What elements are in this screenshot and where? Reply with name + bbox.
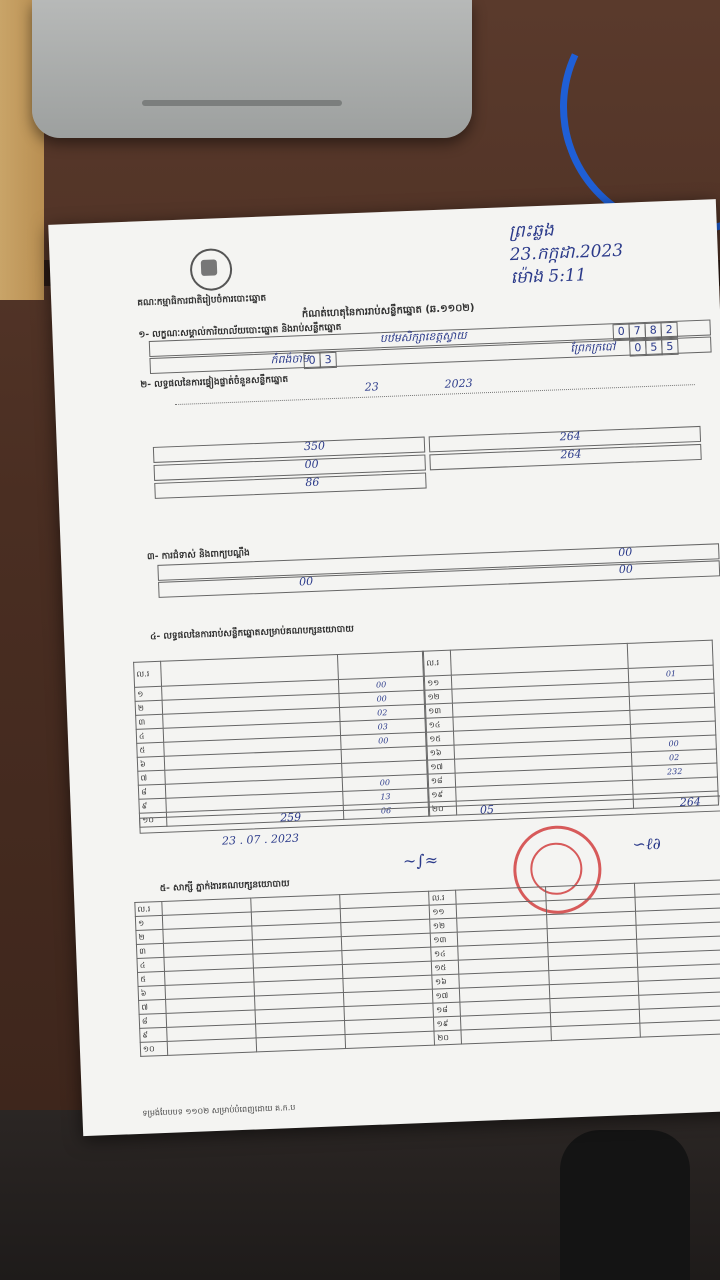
table-row: ១៦ 00 (427, 735, 716, 760)
table-row: ១ 00 (135, 676, 424, 701)
sign-date: 23 . 07 . 2023 (221, 831, 300, 848)
section-5-heading: ៥- សាក្សី ភ្នាក់ងារគណបក្សនយោបាយ (159, 879, 290, 895)
spoiled-count: 86 (305, 475, 320, 490)
table-row: ៤ ១៤ (137, 936, 720, 973)
party-left-5: 00 (341, 732, 426, 749)
station-code-1: 7 (628, 323, 646, 340)
station-name: បឋមសិក្សាខេត្តស្វាយ (379, 328, 467, 346)
note-line-1: ព្រះឆ្លង (508, 220, 555, 243)
station-code-2: 8 (644, 322, 662, 339)
grand-total: 264 (679, 795, 702, 809)
table-row: ២០ (429, 791, 718, 816)
table-row: ១៥ (427, 721, 716, 746)
party-right-16: 00 (631, 735, 716, 752)
commune-name: ព្រែកក្របៅ (570, 340, 616, 355)
party-table-right: ល.រ ១១ 01 ១២ ១៣ ១៤ ១៥ ១៦ 00 ១៧ 02 ១៨ 232 ១៩ ២០ (423, 640, 719, 817)
ballots-in-box-count: 264 (560, 447, 582, 462)
party-table-left: ល.រ ១ 00 ២ 00 ៣ 02 ៤ 03 ៥ 00 ៦ ៧ ៨ 00 ៩ 13 ១០ 06 (133, 651, 429, 828)
table-row: ១០ 06 (139, 802, 428, 827)
table-row: ៩ ១៩ (140, 1006, 720, 1043)
secretary-signature: ∽ℓ∂ (632, 833, 662, 854)
party-left-1: 00 (338, 676, 423, 693)
table-row: ៧ ១៧ (139, 978, 720, 1015)
district-code-1: 3 (319, 352, 337, 369)
note-line-2: 23.កក្កដា.2023 (509, 240, 624, 266)
year-written: 2023 (444, 376, 473, 391)
station-code-0: 0 (612, 324, 630, 341)
party-left-9: 13 (343, 788, 428, 805)
note-line-3: ម៉ោង 5:11 (510, 265, 587, 289)
table-row: ៥ 00 (137, 732, 426, 757)
valid-total: 259 (279, 810, 302, 825)
district-code-0: 0 (303, 352, 321, 369)
commune-code-0: 0 (629, 340, 647, 357)
day-written: 23 (364, 380, 379, 394)
table-row: ៩ 13 (139, 788, 428, 813)
grey-device (32, 0, 472, 138)
unused-count: 00 (304, 457, 319, 472)
device-slot (142, 100, 342, 106)
table-row: ១៩ (429, 777, 718, 802)
table-row: ៣ ១៣ (136, 922, 720, 959)
party-left-8: 00 (342, 774, 427, 791)
table-row: ១៧ 02 (428, 749, 717, 774)
party-left-4: 03 (340, 718, 425, 735)
table-row: ២ ១២ (136, 908, 720, 945)
party-right-18: 232 (632, 763, 717, 780)
table-row: ១៨ 232 (428, 763, 717, 788)
table-row: ១៤ (426, 707, 715, 732)
table-row: ១៣ (425, 693, 714, 718)
national-emblem-icon (189, 248, 233, 292)
objection-c-count: 00 (618, 562, 634, 577)
voters-count: 264 (559, 429, 581, 444)
witness-table: ល.រ ល.រ ១ ១១ ២ ១២ ៣ ១៣ ៤ ១៤ ៥ ១៥ ៦ ១៦ ៧ ១៧ ៨ ១៨ ៩ ១៩ ១០ ២០ (134, 879, 720, 1057)
party-right-17: 02 (631, 749, 716, 766)
table-row: ៨ 00 (138, 774, 427, 799)
table-row: ៨ ១៨ (139, 992, 720, 1029)
form-footer: ទម្រង់បែបបទ ១១០២ សម្រាប់បំពេញដោយ គ.ក.ប (142, 1102, 296, 1118)
table-row: ៦ ១៦ (138, 964, 720, 1001)
table-row: ៧ (138, 760, 427, 785)
chair-signature: ~∫≈ (402, 850, 439, 871)
table-row: ៥ ១៥ (138, 950, 720, 987)
section-1-heading: ១- លក្ខណៈសម្គាល់ការិយាល័យបោះឆ្នោត និងរាប់សន្លឹកឆ្នោត (138, 322, 342, 341)
district-name: កំពង់ចាម (270, 351, 310, 367)
party-left-10: 06 (343, 802, 428, 819)
form-title: កំណត់ហេតុនៃការរាប់សន្លឹកឆ្នោត (ឆ.១១០២) (301, 302, 475, 321)
commune-code-1: 5 (645, 339, 663, 356)
table-row: ១០ ២០ (140, 1020, 720, 1057)
section-2-heading: ២- លទ្ធផលនៃការផ្ទៀងផ្ទាត់ចំនួនសន្លឹកឆ្នោត (140, 374, 289, 391)
objection-a-count: 00 (618, 545, 633, 560)
election-form-paper (48, 199, 720, 1136)
commune-code-2: 5 (661, 339, 679, 356)
received-count: 350 (303, 439, 326, 454)
table-row: ១១ 01 (424, 665, 713, 690)
table-row: ១២ (425, 679, 714, 704)
party-left-2: 00 (339, 690, 424, 707)
section-4-heading: ៤- លទ្ធផលនៃការរាប់សន្លឹកឆ្នោតសម្រាប់គណបក្សនយោបាយ (149, 624, 355, 643)
handwritten-note (508, 215, 661, 290)
party-left-3: 02 (339, 704, 424, 721)
party-right-11: 01 (628, 665, 713, 682)
objection-b-count: 00 (298, 574, 314, 589)
org-name: គណៈកម្មាធិការជាតិរៀបចំការបោះឆ្នោត (137, 293, 267, 309)
table-row: ១ ១១ (135, 894, 720, 931)
shoe (560, 1130, 690, 1280)
section-3-heading: ៣- ការជំទាស់ និងពាក្យបណ្តឹង (146, 548, 250, 563)
table-row: ២ 00 (135, 690, 424, 715)
table-row: ៤ 03 (136, 718, 425, 743)
table-row: ៦ (137, 746, 426, 771)
station-code-3: 2 (660, 322, 678, 339)
table-row: ៣ 02 (136, 704, 425, 729)
invalid-total: 05 (479, 803, 495, 817)
